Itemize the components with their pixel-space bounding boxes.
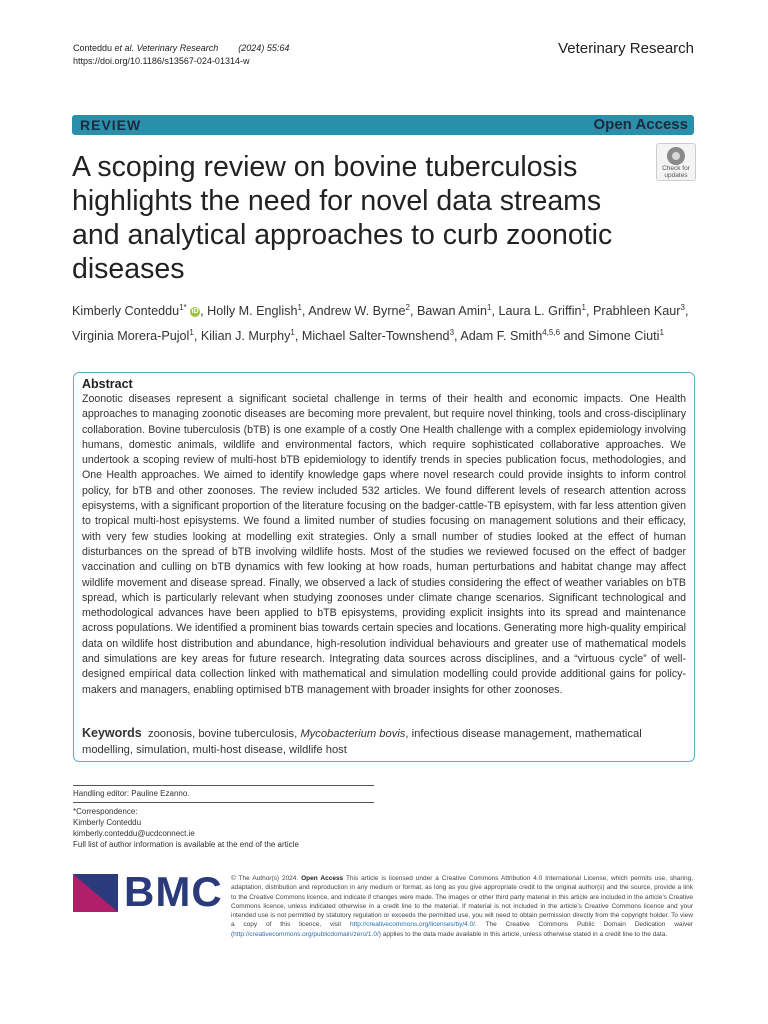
author-affiliation: 3 bbox=[680, 303, 685, 312]
citation-journal: Veterinary Research bbox=[136, 43, 219, 53]
author-name: Bawan Amin bbox=[416, 304, 487, 319]
keywords-part1: zoonosis, bovine tuberculosis, bbox=[147, 728, 301, 740]
author-affiliation: 1 bbox=[487, 303, 492, 312]
citation-etal: et al. bbox=[114, 43, 135, 53]
author-info-note: Full list of author information is available at the end of the article bbox=[73, 840, 299, 849]
handling-editor: Handling editor: Pauline Ezanno. bbox=[73, 789, 190, 798]
license-text3: ) applies to the data made available in this article, unless otherwise stated in a credit line to the data. bbox=[378, 930, 668, 938]
author-name: Adam F. Smith bbox=[460, 329, 543, 344]
author-name: Kilian J. Murphy bbox=[200, 329, 291, 344]
orcid-icon[interactable]: iD bbox=[191, 307, 199, 315]
divider bbox=[73, 785, 374, 786]
author-name: Andrew W. Byrne bbox=[308, 304, 406, 319]
divider bbox=[73, 802, 374, 803]
journal-name: Veterinary Research bbox=[558, 40, 694, 57]
author-name: Prabhleen Kaur bbox=[592, 304, 681, 319]
author-affiliation: 1* bbox=[179, 303, 187, 312]
author-affiliation: 3 bbox=[449, 328, 455, 338]
running-header bbox=[73, 42, 289, 68]
article-type-banner bbox=[72, 115, 694, 135]
author-affiliation: 1 bbox=[659, 328, 664, 338]
bmc-logo-icon bbox=[73, 874, 118, 912]
abstract-text: Zoonotic diseases represent a significant societal challenge in terms of their health and economic impacts. One Health approaches to managing zoonotic diseases are becoming more prevalent, but require novel thinking, tools and cross-disciplinary collaboration. Bovine tuberculosis (bTB) is one example of a costly One Health challenge with a complex epidemiology involving humans, domestic animals, wildlife and environmental factors, which require sophisticated collaborative approaches. We undertook a scoping review of multi-host bTB epidemiology to identify trends in species publication focus, methodologies, and One Health approaches. We aimed to identify knowledge gaps where novel research could provide insights to inform control policy, for bTB and other zoonoses. The review included 532 articles. We found different levels of research attention across episystems, with a significant proportion of the literature focusing on the badger-cattle-TB episystem, with far less attention given to tropical multi-host episystems. We found a limited number of studies focusing on management solutions and their efficacy, with very few studies looking at modelling exit strategies. Only a small number of studies looked at the effect of human disturbances on the spread of bTB involving wildlife hosts. Most of the studies we reviewed focused on the effect of badger vaccination and culling on bTB dynamics with few looking at how roads, human perturbations and habitat change may affect wildlife movement and disease spread. Finally, we observed a lack of studies considering the effect of weather variables on bTB spread, which is particularly relevant when studying zoonoses under climate change scenarios. Significant technological and methodological advances have been applied to bTB episystems, providing explicit insights into its spread and maintenance across populations. We identified a prominent bias towards certain species and locations. Generating more high-quality empirical data on wildlife host distribution and abundance, high-resolution individual behaviours and greater use of mathematical models and simulations are key areas for future research. Integrating data sources across disciplines, and a “virtuous cycle” of well-designed empirical data collection linked with mathematical and simulation modelling could provide additional gains for policy-makers and managers, enabling optimised bTB management with broader insights for other zoonoses. bbox=[82, 393, 686, 696]
license-link-zero[interactable]: http://creativecommons.org/publicdomain/zero/1.0/ bbox=[233, 930, 379, 938]
author-name: Holly M. English bbox=[207, 304, 298, 319]
keywords-part2: , infectious disease management, mathematical modelling, simulation, multi-host disease, wildlife host bbox=[82, 728, 642, 756]
author-name: Virginia Morera-Pujol bbox=[72, 329, 190, 344]
doi-link[interactable]: https://doi.org/10.1186/s13567-024-01314-w bbox=[73, 56, 250, 66]
license-link-by[interactable]: http://creativecommons.org/licenses/by/4.0/ bbox=[350, 921, 476, 929]
check-updates-line2: updates bbox=[664, 172, 688, 179]
abstract-heading: Abstract bbox=[82, 377, 133, 391]
author-affiliation: 1 bbox=[297, 303, 302, 312]
author-name: Simone Ciuti bbox=[588, 329, 660, 344]
license-open-access: Open Access bbox=[301, 875, 344, 882]
correspondence-name: Kimberly Conteddu bbox=[73, 818, 142, 827]
keywords-heading: Keywords bbox=[82, 726, 142, 740]
check-updates-line1: Check for bbox=[662, 165, 690, 172]
correspondence-email[interactable]: kimberly.conteddu@ucdconnect.ie bbox=[73, 829, 195, 838]
check-for-updates-badge[interactable] bbox=[656, 143, 696, 181]
citation-author: Conteddu bbox=[73, 43, 115, 53]
correspondence-label: *Correspondence: bbox=[73, 807, 138, 816]
check-updates-icon bbox=[667, 147, 685, 165]
author-name: Laura L. Griffin bbox=[498, 304, 582, 319]
bmc-wordmark: BMC bbox=[124, 868, 223, 915]
license-text2: . The Creative Commons Public Domain Dedication waiver ( bbox=[231, 921, 694, 938]
license-copyright: © The Author(s) 2024. bbox=[231, 875, 302, 882]
license-statement bbox=[231, 874, 693, 939]
author-affiliation: 2 bbox=[405, 303, 410, 312]
author-list: Kimberly Conteddu$^{1*}$ iD , Holly M. English$^1$, Andrew W. Byrne$^2$, Bawan Amin$^1$, Laura L. Griffin$^1$, Prabhleen Kaur$^3$, Virginia Morera-Pujol$^1$, Kilian J. Murphy$^1$, Michael Salter-Townshend$^3$, Adam F. Smith$^{4,5,6}$ and Simone Ciuti$^1$ bbox=[72, 303, 689, 344]
author-affiliation: 1 bbox=[189, 328, 194, 338]
keywords bbox=[82, 725, 686, 758]
keywords-italic: Mycobacterium bovis bbox=[300, 728, 406, 740]
author-affiliation: 1 bbox=[290, 328, 295, 338]
citation-year: (2024) 55:64 bbox=[238, 43, 290, 53]
author-name: Michael Salter-Townshend bbox=[301, 329, 450, 344]
article-type-label: REVIEW bbox=[80, 117, 142, 133]
author-name: Kimberly Conteddu bbox=[72, 304, 180, 319]
correspondence bbox=[73, 806, 299, 850]
open-access-label: Open Access bbox=[593, 116, 688, 133]
article-title: A scoping review on bovine tuberculosis highlights the need for novel data streams and analytical approaches to curb zoonotic diseases bbox=[72, 151, 613, 285]
license-text1: This article is licensed under a Creative Commons Attribution 4.0 International License, which permits use, sharing, adaptation, distribution and reproduction in any medium or format, as long as you give appropriate credit to the original author(s) and the source, provide a link to the Creative Commons licence, and indicate if changes were made. The images or other third party material in this article are included in the article’s Creative Commons licence, unless indicated otherwise in a credit line to the material. If material is not included in the article’s Creative Commons licence and your intended use is not permitted by statutory regulation or exceeds the permitted use, you will need to obtain permission directly from the copyright holder. To view a copy of this licence, visit bbox=[231, 875, 693, 929]
author-affiliation: 1 bbox=[581, 303, 586, 312]
abstract-box bbox=[73, 372, 695, 762]
author-affiliation: 4,5,6 bbox=[542, 328, 561, 338]
